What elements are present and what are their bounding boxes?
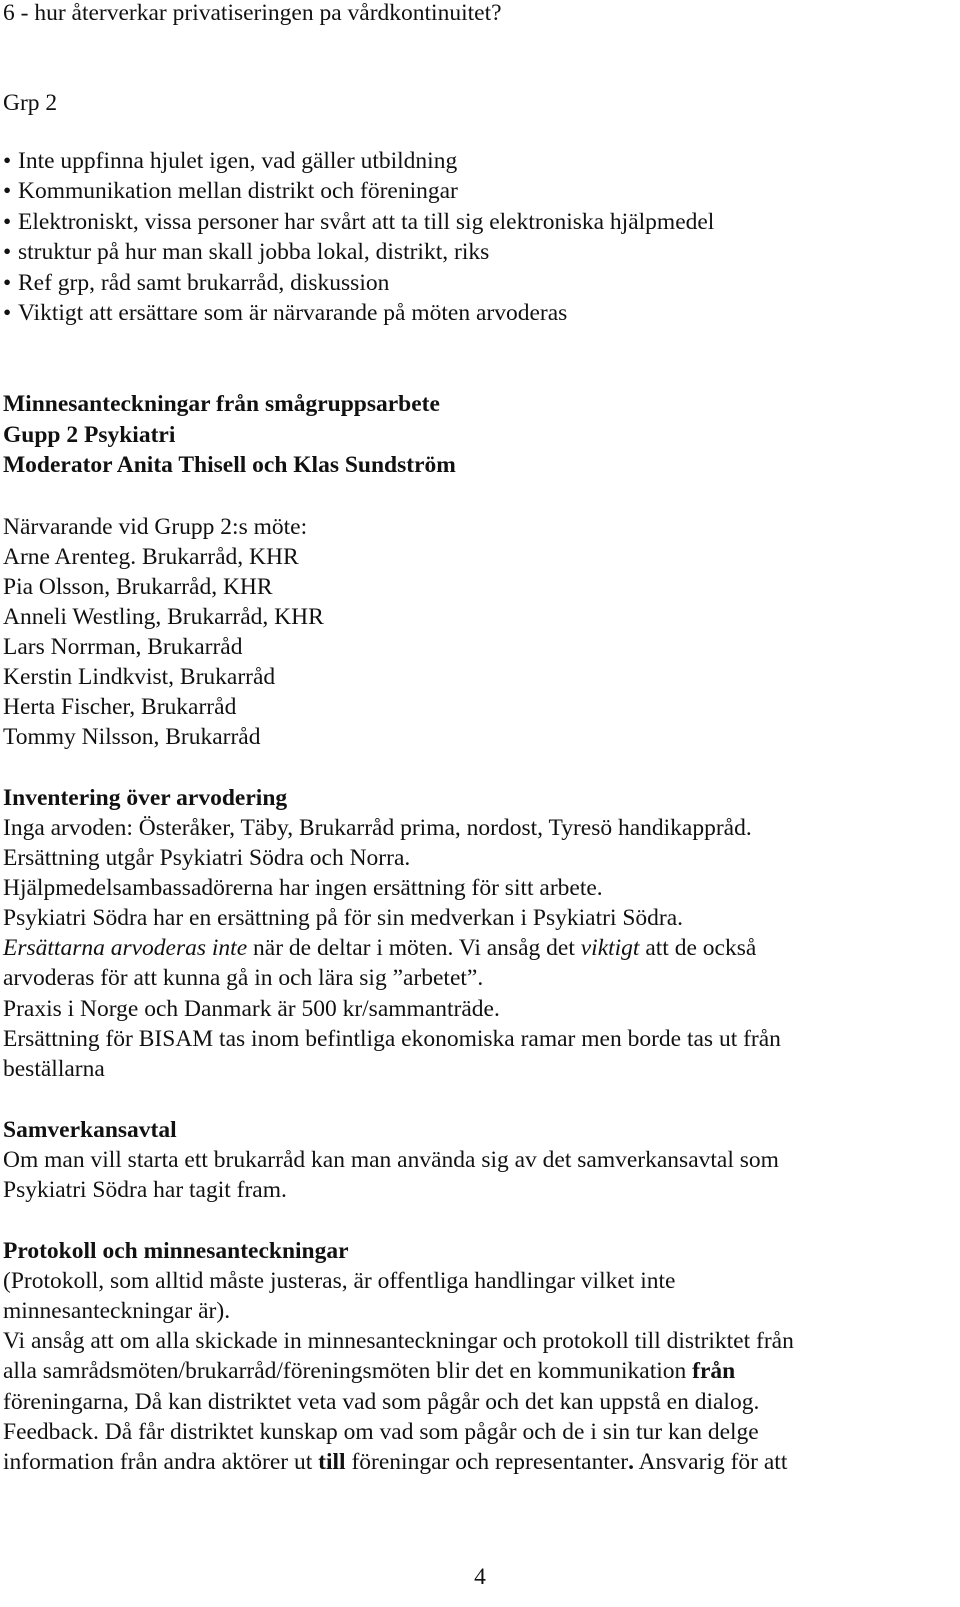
paragraph-line: arvoderas för att kunna gå in och lära sig ”arbetet”. <box>3 965 484 991</box>
paragraph-line: Hjälpmedelsambassadörerna har ingen ersättning för sitt arbete. <box>3 875 603 901</box>
paragraph-line: Feedback. Då får distriktet kunskap om vad som pågår och de i sin tur kan delge <box>3 1419 759 1445</box>
paragraph-line: Inga arvoden: Österåker, Täby, Brukarråd prima, nordost, Tyresö handikappråd. <box>3 815 752 841</box>
attendee-item: Anneli Westling, Brukarråd, KHR <box>3 604 324 630</box>
bold-text: till <box>318 1449 346 1475</box>
attendee-item: Herta Fischer, Brukarråd <box>3 694 237 720</box>
inventering-heading: Inventering över arvodering <box>3 785 288 811</box>
paragraph-line <box>3 933 756 963</box>
attendee-item: Tommy Nilsson, Brukarråd <box>3 724 261 750</box>
group-label: Grp 2 <box>3 90 58 116</box>
protokoll-heading: Protokoll och minnesanteckningar <box>3 1238 349 1264</box>
italic-text: viktigt <box>580 935 640 961</box>
paragraph-line: Praxis i Norge och Danmark är 500 kr/sammanträde. <box>3 996 500 1022</box>
bullet-item: • Elektroniskt, vissa personer har svårt att ta till sig elektroniska hjälpmedel <box>3 207 714 237</box>
attendee-item: Lars Norrman, Brukarråd <box>3 634 243 660</box>
bold-text: . <box>628 1449 634 1475</box>
paragraph-line: Ersättning för BISAM tas inom befintliga ekonomiska ramar men borde tas ut från <box>3 1026 781 1052</box>
bullet-item: • struktur på hur man skall jobba lokal, distrikt, riks <box>3 237 489 267</box>
text-run: när de deltar i möten. Vi ansåg det <box>247 935 581 961</box>
text-run: information från andra aktörer ut <box>3 1449 319 1475</box>
group-heading: Gupp 2 Psykiatri <box>3 422 176 448</box>
paragraph-line: minnesanteckningar är). <box>3 1298 231 1324</box>
bullet-item: • Ref grp, råd samt brukarråd, diskussion <box>3 268 389 298</box>
bullet-item: • Inte uppfinna hjulet igen, vad gäller utbildning <box>3 146 457 176</box>
paragraph-line <box>3 1356 735 1386</box>
paragraph-line: Vi ansåg att om alla skickade in minnesanteckningar och protokoll till distriktet från <box>3 1328 794 1354</box>
paragraph-line: Psykiatri Södra har tagit fram. <box>3 1177 287 1203</box>
bullet-item: • Viktigt att ersättare som är närvarande på möten arvoderas <box>3 298 567 328</box>
text-run: att de också <box>639 935 757 961</box>
notes-heading: Minnesanteckningar från smågruppsarbete <box>3 391 440 417</box>
samverkan-heading: Samverkansavtal <box>3 1117 177 1143</box>
paragraph-line: (Protokoll, som alltid måste justeras, är offentliga handlingar vilket inte <box>3 1268 676 1294</box>
top-title: 6 - hur återverkar privatiseringen pa vårdkontinuitet? <box>3 0 502 26</box>
paragraph-line: Om man vill starta ett brukarråd kan man använda sig av det samverkansavtal som <box>3 1147 779 1173</box>
paragraph-line: beställarna <box>3 1056 105 1082</box>
bold-text: från <box>692 1358 736 1384</box>
attendees-title: Närvarande vid Grupp 2:s möte: <box>3 514 308 540</box>
attendee-item: Arne Arenteg. Brukarråd, KHR <box>3 544 299 570</box>
attendee-item: Kerstin Lindkvist, Brukarråd <box>3 664 276 690</box>
text-run: Ansvarig för att <box>633 1449 788 1475</box>
page-number: 4 <box>474 1564 486 1590</box>
moderator-heading: Moderator Anita Thisell och Klas Sundström <box>3 452 456 478</box>
bullet-item: • Kommunikation mellan distrikt och föreningar <box>3 176 458 206</box>
text-run: föreningar och representanter <box>345 1449 629 1475</box>
attendee-item: Pia Olsson, Brukarråd, KHR <box>3 574 273 600</box>
paragraph-line: Psykiatri Södra har en ersättning på för sin medverkan i Psykiatri Södra. <box>3 905 684 931</box>
paragraph-line <box>3 1447 787 1477</box>
paragraph-line: Ersättning utgår Psykiatri Södra och Norra. <box>3 845 411 871</box>
text-run: alla samrådsmöten/brukarråd/föreningsmöten blir det en kommunikation <box>3 1358 693 1384</box>
italic-text: Ersättarna arvoderas inte <box>3 935 248 961</box>
paragraph-line: föreningarna, Då kan distriktet veta vad som pågår och det kan uppstå en dialog. <box>3 1389 760 1415</box>
